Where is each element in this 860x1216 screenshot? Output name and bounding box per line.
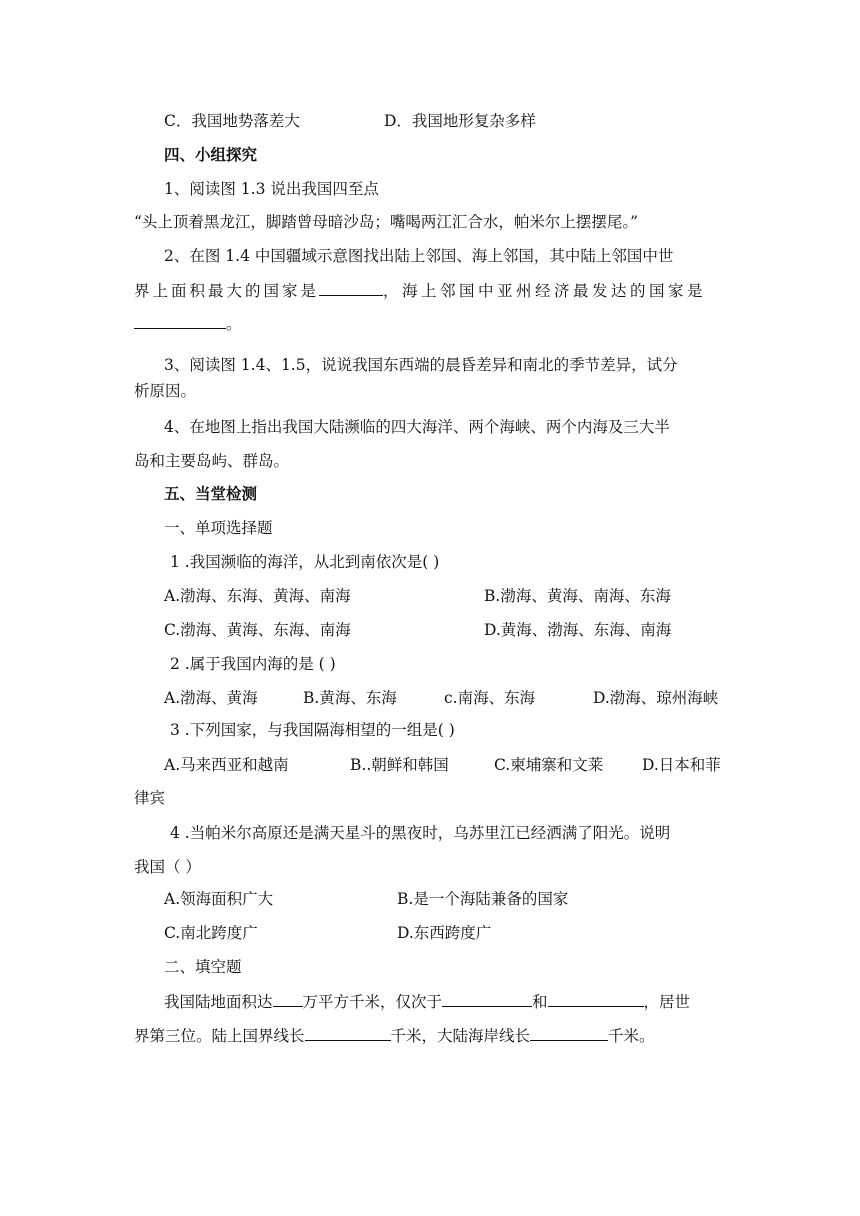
part-2-heading: 二、填空题 — [164, 958, 242, 976]
fill-line-1 — [164, 991, 690, 1012]
blank-border-length[interactable] — [305, 1025, 391, 1041]
mc4-option-c[interactable]: C.南北跨度广 — [164, 924, 258, 942]
mc4-option-a[interactable]: A.领海面积广大 — [164, 890, 274, 908]
fill-text-4: ，居世 — [643, 993, 691, 1011]
question-4-line1: 4、在地图上指出我国大陆濒临的四大海洋、两个海峡、两个内海及三大半 — [164, 418, 670, 436]
section-4-heading: 四、小组探究 — [164, 145, 258, 164]
question-1: 1、阅读图 1.3 说出我国四至点 — [164, 180, 379, 198]
mc1-option-b[interactable]: B.渤海、黄海、南海、东海 — [484, 587, 671, 605]
question-4-line2: 岛和主要岛屿、群岛。 — [134, 452, 290, 470]
mc4-stem-line1: 4 .当帕米尔高原还是满天星斗的黑夜时，乌苏里江已经洒满了阳光。说明 — [170, 824, 671, 842]
part-1-heading: 一、单项选择题 — [164, 519, 273, 537]
mc1-stem: 1 .我国濒临的海洋，从北到南依次是( ) — [170, 553, 440, 571]
fill-text-1: 我国陆地面积达 — [164, 993, 273, 1011]
mc3-option-c[interactable]: C.柬埔寨和文莱 — [494, 756, 604, 774]
mc3-option-b[interactable]: B..朝鲜和韩国 — [350, 756, 449, 774]
question-2-line1: 2、在图 1.4 中国疆域示意图找出陆上邻国、海上邻国，其中陆上邻国中世 — [164, 247, 674, 265]
blank-country-2[interactable] — [548, 991, 644, 1007]
question-2-line2 — [134, 280, 706, 301]
mc2-option-b[interactable]: B.黄海、东海 — [303, 689, 397, 707]
mc1-option-c[interactable]: C.渤海、黄海、东海、南海 — [164, 621, 351, 639]
q2-text-b: ，海上邻国中亚州经济最发达的国家是 — [383, 282, 707, 300]
fill-text-6: 千米，大陆海岸线长 — [390, 1027, 531, 1045]
fill-text-7: 千米。 — [608, 1027, 655, 1045]
mc3-option-d[interactable]: D.日本和菲 — [642, 756, 721, 774]
fill-text-3: 和 — [532, 993, 548, 1011]
mc3-option-d-continued: 律宾 — [134, 789, 166, 807]
mc4-stem-line2: 我国（ ） — [134, 858, 201, 876]
blank-coastline-length[interactable] — [530, 1025, 608, 1041]
q2-text-a: 界上面积最大的国家是 — [134, 282, 320, 300]
mc3-stem: 3 .下列国家，与我国隔海相望的一组是( ) — [170, 721, 455, 739]
mc4-option-d[interactable]: D.东西跨度广 — [397, 924, 492, 942]
question-3-line2: 析原因。 — [134, 382, 197, 400]
blank-largest-neighbor[interactable] — [319, 280, 383, 296]
mc2-option-a[interactable]: A.渤海、黄海 — [164, 689, 258, 707]
q2-period: 。 — [226, 315, 242, 333]
question-2-line3 — [134, 313, 242, 334]
mc1-option-a[interactable]: A.渤海、东海、黄海、南海 — [164, 587, 351, 605]
choice-c: C．我国地势落差大 — [164, 112, 300, 130]
blank-country-1[interactable] — [442, 991, 532, 1007]
fill-line-2 — [134, 1025, 655, 1046]
choice-d: D．我国地形复杂多样 — [384, 112, 536, 130]
quote-line: “头上顶着黑龙江，脚踏曾母暗沙岛；嘴喝两江汇合水，帕米尔上摆摆尾。” — [134, 213, 639, 231]
fill-text-2: 万平方千米，仅次于 — [302, 993, 443, 1011]
blank-richest-neighbor[interactable] — [134, 313, 226, 329]
blank-land-area[interactable] — [273, 991, 303, 1007]
mc2-stem: 2 .属于我国内海的是 ( ) — [170, 655, 336, 673]
section-5-heading: 五、当堂检测 — [164, 484, 258, 503]
mc4-option-b[interactable]: B.是一个海陆兼备的国家 — [397, 890, 569, 908]
mc1-option-d[interactable]: D.黄海、渤海、东海、南海 — [484, 621, 672, 639]
mc3-option-a[interactable]: A.马来西亚和越南 — [164, 756, 289, 774]
mc2-option-c[interactable]: c.南海、东海 — [444, 689, 536, 707]
mc2-option-d[interactable]: D.渤海、琼州海峡 — [593, 689, 719, 707]
fill-text-5: 界第三位。陆上国界线长 — [134, 1027, 305, 1045]
question-3-line1: 3、阅读图 1.4、1.5，说说我国东西端的晨昏差异和南北的季节差异，试分 — [164, 356, 678, 374]
